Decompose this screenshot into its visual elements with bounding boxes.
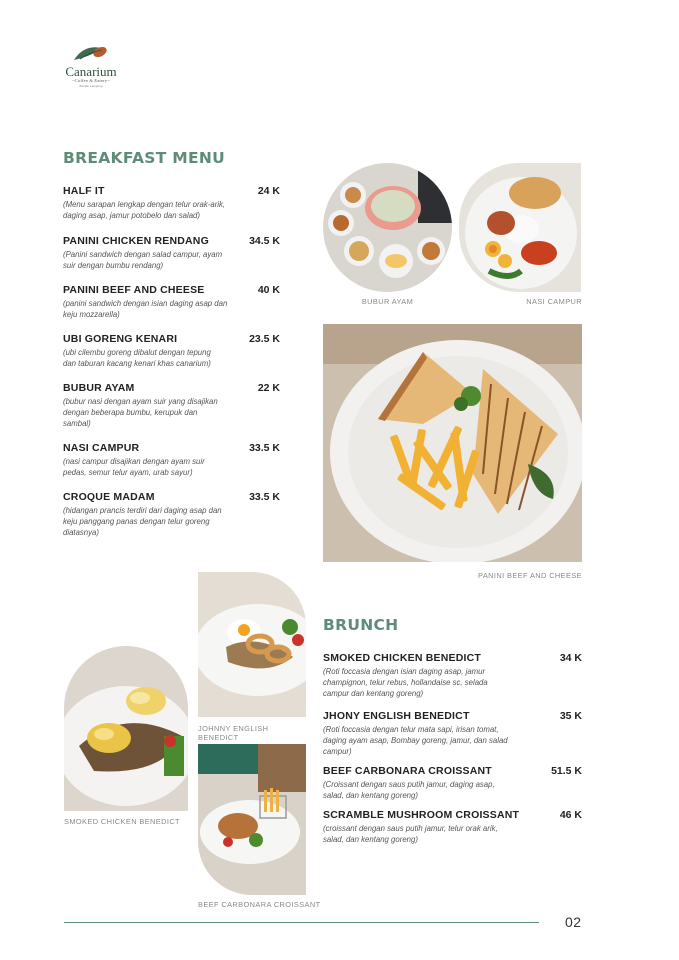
menu-item-name: BEEF CARBONARA CROISSANT	[323, 765, 492, 777]
menu-item	[63, 333, 253, 369]
menu-item-name: CROQUE MADAM	[63, 491, 155, 503]
caption-panini-beef-cheese: PANINI BEEF AND CHEESE	[478, 571, 582, 580]
beef-carbonara-croissant-photo	[198, 744, 306, 895]
description-line: salad, dan kentang goreng)	[323, 835, 418, 844]
menu-item	[323, 652, 538, 699]
menu-item	[63, 382, 253, 429]
description-line: sambal)	[63, 419, 91, 428]
logo-location: Bandar Lampung	[79, 84, 103, 88]
menu-item-name: SCRAMBLE MUSHROOM CROISSANT	[323, 809, 520, 821]
caption-bubur-ayam: BUBUR AYAM	[361, 297, 414, 306]
menu-item-name: PANINI CHICKEN RENDANG	[63, 235, 209, 247]
description-line: (nasi campur disajikan dengan ayam suir	[63, 457, 205, 466]
description-line: (Roti foccasia dengan telur mata sapi, irisan tomat,	[323, 725, 499, 734]
menu-item-name: BUBUR AYAM	[63, 382, 135, 394]
menu-item-price: 51.5 K	[551, 765, 582, 777]
menu-item-description	[63, 396, 253, 429]
menu-item-description	[63, 456, 253, 478]
menu-item-description	[323, 779, 538, 801]
description-line: (croissant dengan saus putih jamur, telur orak arik,	[323, 824, 498, 833]
description-line: (Roti foccasia dengan isian daging asap, jamur	[323, 667, 486, 676]
description-line: (Panini sandwich dengan salad campur, ayam	[63, 250, 223, 259]
bubur-ayam-photo	[323, 163, 452, 292]
menu-item-price: 46 K	[559, 809, 582, 821]
caption-nasi-campur: NASI CAMPUR	[526, 297, 582, 306]
nasi-campur-photo	[459, 163, 581, 292]
description-line: champignon, telur rebus, hollandaise sc, selada	[323, 678, 488, 687]
menu-item-description	[63, 505, 253, 538]
menu-item-price: 34.5 K	[249, 235, 280, 247]
menu-item-price: 35 K	[559, 710, 582, 722]
description-line: daging asap, jamur potobelo dan salad)	[63, 211, 200, 220]
menu-item-description	[323, 724, 538, 757]
menu-item-description	[323, 666, 538, 699]
menu-item	[63, 284, 253, 320]
description-line: keju mozzarella)	[63, 310, 120, 319]
description-line: (hidangan prancis terdiri dari daging asap dan	[63, 506, 222, 515]
footer-divider	[64, 922, 539, 923]
menu-item-description	[323, 823, 538, 845]
description-line: dan taburan kacang kenari khas canarium)	[63, 359, 211, 368]
description-line: campur dan kentang goreng)	[323, 689, 424, 698]
menu-item-description	[63, 249, 253, 271]
logo-subtitle: ~Coffee & Eatery~	[72, 78, 110, 83]
menu-item-name: HALF IT	[63, 185, 105, 197]
description-line: campur)	[323, 747, 352, 756]
description-line: (Croissant dengan saus putih jamur, daging asap,	[323, 780, 495, 789]
description-line: (Menu sarapan lengkap dengan telur orak-arik,	[63, 200, 226, 209]
description-line: (ubi cilembu goreng dibalut dengan tepung	[63, 348, 211, 357]
menu-item-name: JHONY ENGLISH BENEDICT	[323, 710, 470, 722]
menu-item-price: 22 K	[257, 382, 280, 394]
menu-item	[63, 235, 253, 271]
menu-item-description	[63, 347, 253, 369]
menu-item-description	[63, 199, 253, 221]
description-line: salad, dan kentang goreng)	[323, 791, 418, 800]
menu-item-name: PANINI BEEF AND CHEESE	[63, 284, 205, 296]
menu-item-price: 33.5 K	[249, 491, 280, 503]
menu-item-name: UBI GORENG KENARI	[63, 333, 178, 345]
menu-item-price: 24 K	[257, 185, 280, 197]
description-line: suir dengan bumbu rendang)	[63, 261, 164, 270]
menu-item	[63, 491, 253, 538]
menu-item-description	[63, 298, 253, 320]
johnny-english-benedict-photo	[198, 572, 306, 717]
description-line: (panini sandwich dengan isian daging asap dan	[63, 299, 228, 308]
menu-item-price: 34 K	[559, 652, 582, 664]
menu-item-name: SMOKED CHICKEN BENEDICT	[323, 652, 482, 664]
description-line: diatasnya)	[63, 528, 99, 537]
logo-name: Canarium	[65, 64, 117, 79]
panini-beef-cheese-photo	[323, 324, 582, 562]
menu-item	[63, 442, 253, 478]
description-line: pedas, semur telur ayam, urab sayur)	[63, 468, 193, 477]
caption-beef-carbonara-croissant: BEEF CARBONARA CROISSANT	[198, 900, 321, 909]
menu-item-price: 33.5 K	[249, 442, 280, 454]
breakfast-title: BREAKFAST MENU	[63, 149, 226, 167]
menu-item	[323, 809, 538, 845]
menu-item-name: NASI CAMPUR	[63, 442, 140, 454]
caption-johnny-english-benedict: JOHNNY ENGLISH BENEDICT	[198, 724, 269, 742]
menu-item	[63, 185, 253, 221]
brunch-title: BRUNCH	[323, 616, 399, 634]
menu-item	[323, 710, 538, 757]
menu-item	[323, 765, 538, 801]
menu-item-price: 23.5 K	[249, 333, 280, 345]
logo	[62, 42, 120, 88]
smoked-chicken-benedict-photo	[64, 646, 188, 811]
description-line: (bubur nasi dengan ayam suir yang disajikan	[63, 397, 218, 406]
description-line: keju panggang panas dengan telur goreng	[63, 517, 210, 526]
cacao-leaf-icon	[62, 42, 120, 66]
menu-item-price: 40 K	[257, 284, 280, 296]
description-line: dengan beberapa bumbu, kerupuk dan	[63, 408, 198, 417]
page-number: 02	[565, 914, 582, 930]
description-line: daging ayam asap, Bombay goreng, jamur, dan salad	[323, 736, 508, 745]
caption-smoked-chicken-benedict: SMOKED CHICKEN BENEDICT	[64, 817, 180, 826]
